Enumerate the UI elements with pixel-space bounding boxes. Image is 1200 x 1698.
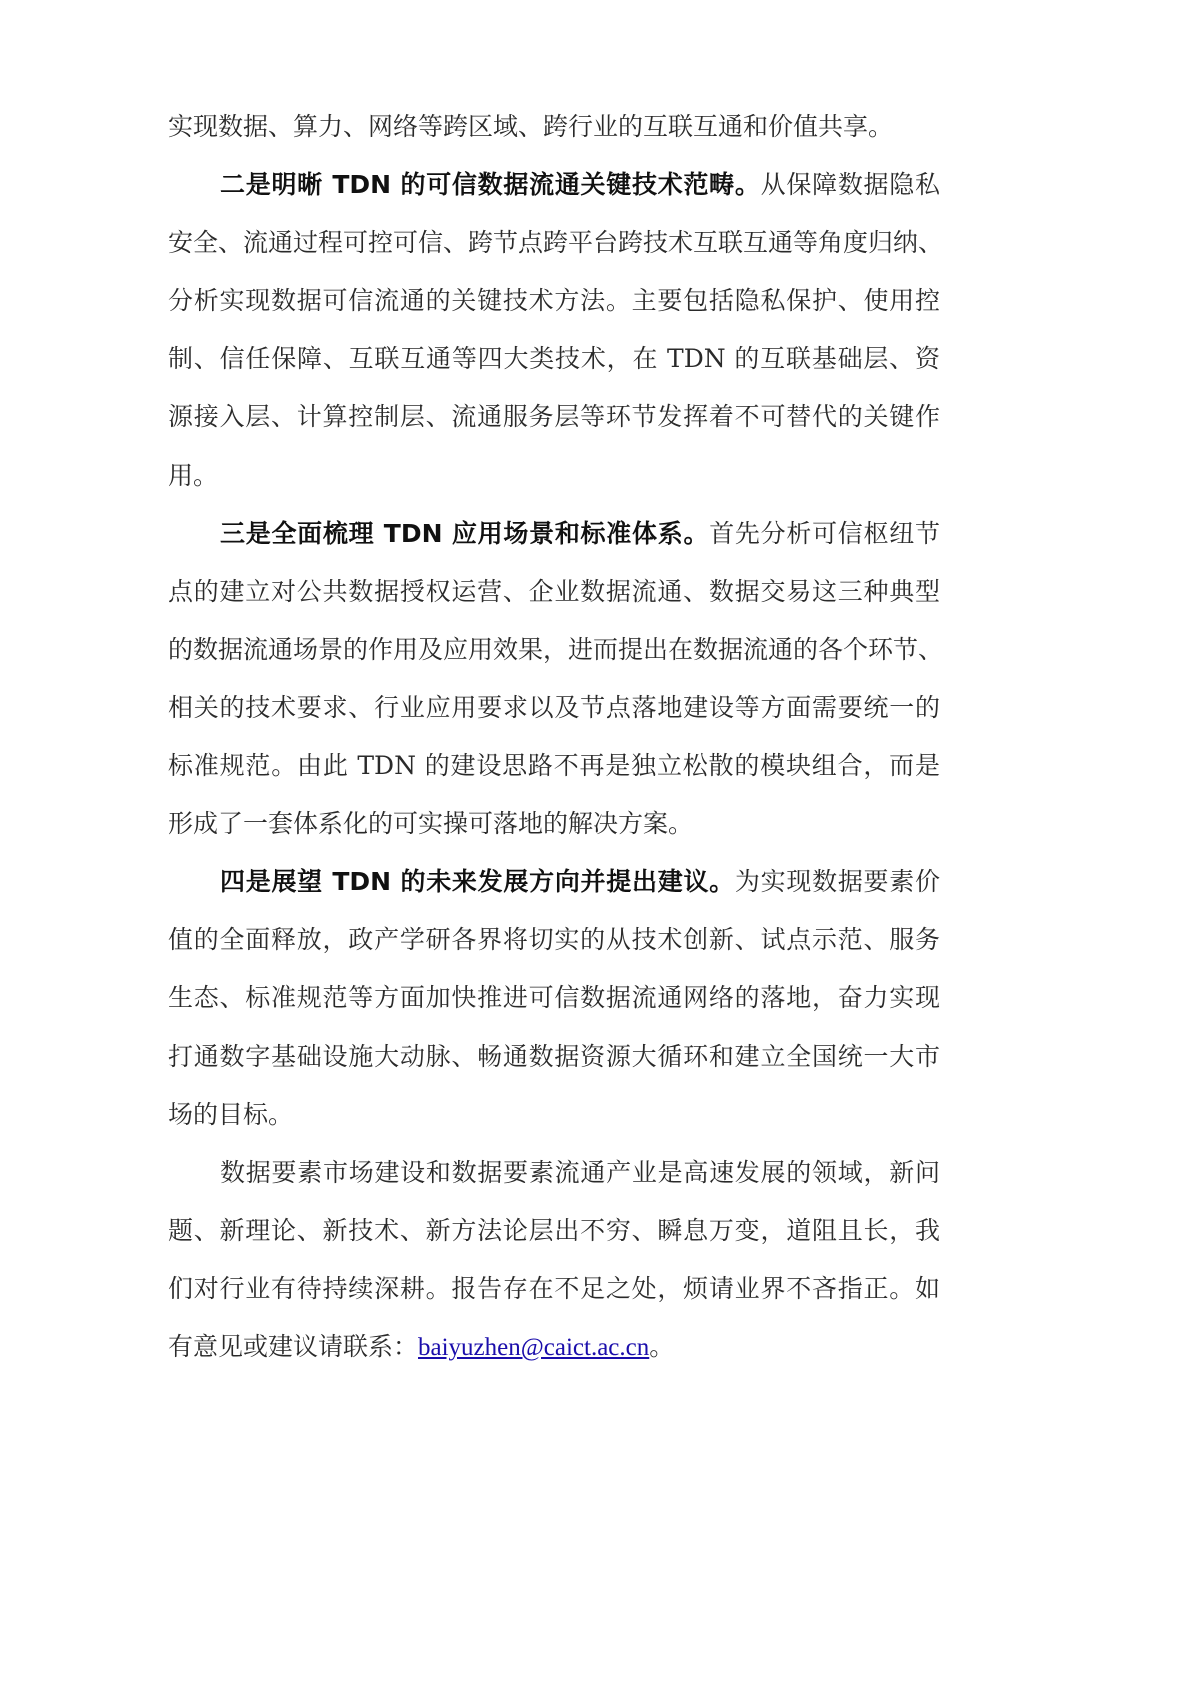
- text-line: [168, 679, 940, 737]
- text-segment: 标准规范。由此 TDN 的建设思路不再是独立松散的模块组合，而是: [168, 751, 940, 781]
- text-segment: 数据要素市场建设和数据要素流通产业是高速发展的领域，新问: [220, 1157, 940, 1187]
- text-segment: 实现数据、算力、网络等跨区域、跨行业的互联互通和价值共享。: [168, 112, 894, 141]
- text-segment: 安全、流通过程可控可信、跨节点跨平台跨技术互联互通等角度归纳、: [168, 228, 944, 258]
- text-line: [168, 1318, 940, 1376]
- paragraph: [168, 156, 944, 505]
- text-segment: 分析实现数据可信流通的关键技术方法。主要包括隐私保护、使用控: [168, 286, 940, 316]
- text-segment: 们对行业有待持续深耕。报告存在不足之处，烦请业界不吝指正。如: [168, 1273, 940, 1303]
- text-line: [168, 214, 944, 272]
- text-line: [168, 156, 940, 214]
- text-line: [168, 330, 940, 388]
- text-line: [168, 272, 940, 330]
- bold-lead-text: 三是全面梳理 TDN 应用场景和标准体系。: [220, 518, 710, 548]
- text-line: [168, 1028, 940, 1086]
- text-line: [168, 969, 940, 1027]
- paragraph: [168, 98, 940, 156]
- text-segment: 。: [649, 1331, 675, 1361]
- text-segment: 用。: [168, 460, 219, 490]
- text-segment: 形成了一套体系化的可实操可落地的解决方案。: [168, 809, 694, 839]
- bold-lead-text: 二是明晰 TDN 的可信数据流通关键技术范畴。: [220, 170, 761, 200]
- text-segment: 为实现数据要素价: [734, 867, 940, 897]
- text-line: [168, 621, 944, 679]
- text-segment: 相关的技术要求、行业应用要求以及节点落地建设等方面需要统一的: [168, 692, 940, 722]
- text-line: [168, 853, 940, 911]
- document-body: [168, 98, 944, 1376]
- paragraph: [168, 1144, 940, 1376]
- text-line: [168, 447, 940, 505]
- text-line: [168, 1260, 940, 1318]
- text-line: [168, 1086, 940, 1144]
- text-segment: 源接入层、计算控制层、流通服务层等环节发挥着不可替代的关键作: [168, 402, 940, 432]
- text-segment: 场的目标。: [168, 1099, 294, 1129]
- text-segment: 首先分析可信枢纽节: [709, 518, 940, 548]
- text-segment: 的数据流通场景的作用及应用效果，进而提出在数据流通的各个环节、: [168, 634, 944, 664]
- text-line: [168, 737, 940, 795]
- text-segment: 点的建立对公共数据授权运营、企业数据流通、数据交易这三种典型: [168, 576, 940, 606]
- text-segment: 值的全面释放，政产学研各界将切实的从技术创新、试点示范、服务: [168, 925, 940, 955]
- email-link[interactable]: baiyuzhen@caict.ac.cn: [418, 1333, 650, 1361]
- text-line: [168, 911, 940, 969]
- text-line: [168, 795, 940, 853]
- text-segment: 打通数字基础设施大动脉、畅通数据资源大循环和建立全国统一大市: [168, 1041, 940, 1071]
- paragraph: [168, 853, 940, 1143]
- text-line: [168, 388, 940, 446]
- text-line: [168, 1202, 940, 1260]
- text-line: [168, 98, 940, 156]
- text-segment: 有意见或建议请联系：: [168, 1331, 419, 1361]
- text-segment: 生态、标准规范等方面加快推进可信数据流通网络的落地，奋力实现: [168, 983, 940, 1013]
- text-segment: 题、新理论、新技术、新方法论层出不穷、瞬息万变，道阻且长，我: [168, 1215, 940, 1245]
- text-segment: 从保障数据隐私: [760, 170, 940, 200]
- bold-lead-text: 四是展望 TDN 的未来发展方向并提出建议。: [220, 867, 735, 897]
- text-line: [168, 1144, 940, 1202]
- paragraph: [168, 505, 944, 854]
- text-segment: 制、信任保障、互联互通等四大类技术，在 TDN 的互联基础层、资: [168, 344, 940, 374]
- text-line: [168, 563, 940, 621]
- text-line: [168, 505, 940, 563]
